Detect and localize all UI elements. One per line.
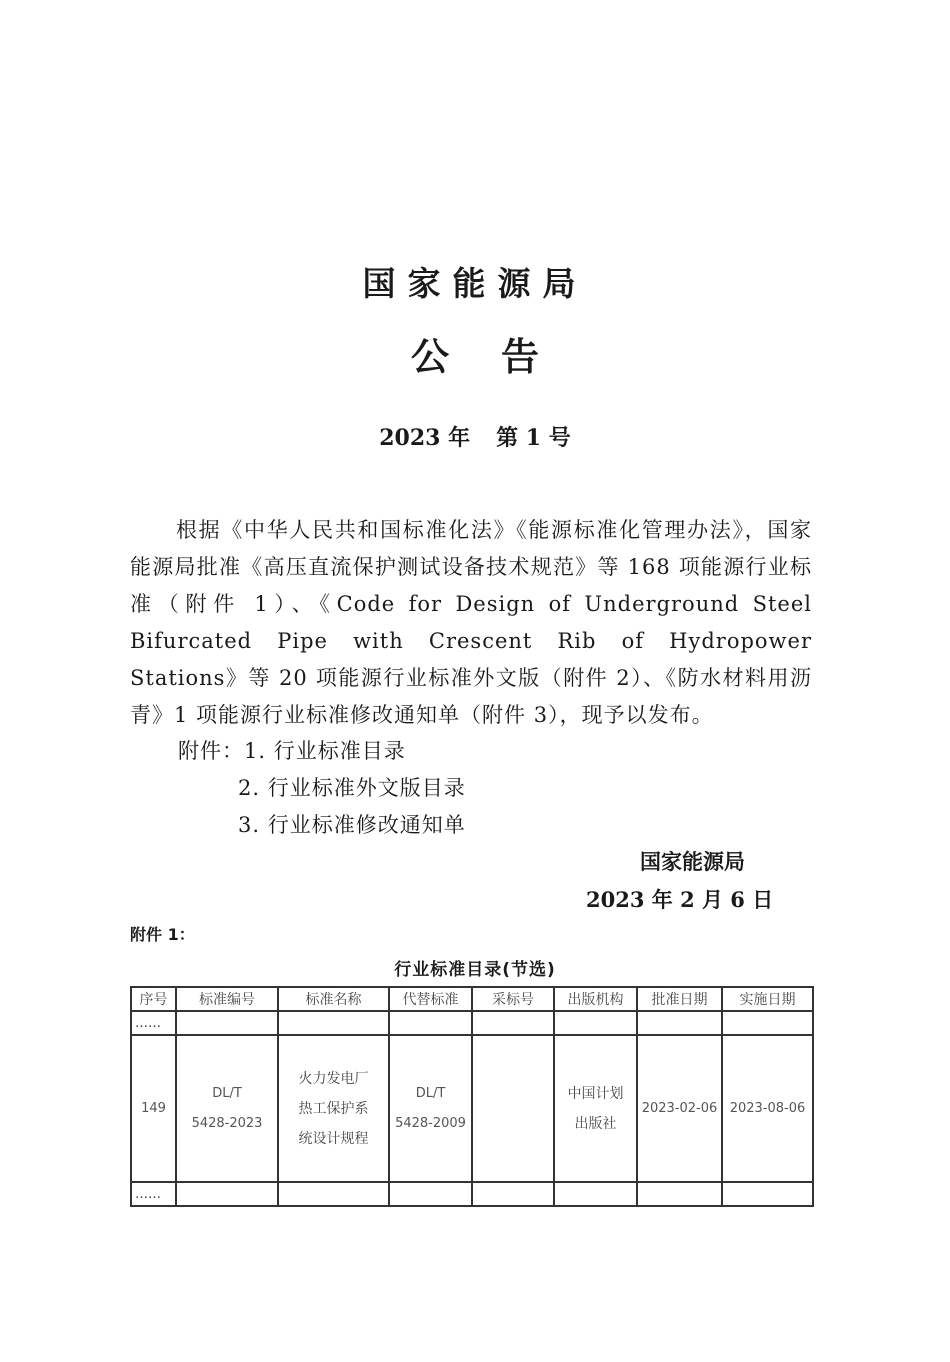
issue-year: 2023 年 — [379, 425, 471, 451]
col-header: 出版机构 — [554, 987, 637, 1011]
name-line: 统设计规程 — [298, 1130, 369, 1147]
ellipsis-cell: …… — [131, 1182, 176, 1206]
signature-date: 2023 年 2 月 6 日 — [586, 887, 774, 912]
table-row-ellipsis — [131, 1182, 813, 1206]
col-header: 实施日期 — [722, 987, 813, 1011]
name-cell — [278, 1035, 389, 1182]
table-row-ellipsis — [131, 1011, 813, 1035]
empty-cell — [176, 1011, 278, 1035]
document-type-title: 公告 — [410, 335, 591, 379]
empty-cell — [389, 1011, 472, 1035]
empty-cell — [472, 1182, 554, 1206]
empty-cell — [722, 1011, 813, 1035]
replaces-cell — [389, 1035, 472, 1182]
appendix-table-title: 行业标准目录(节选) — [394, 960, 556, 980]
empty-cell — [637, 1182, 722, 1206]
approved-date-cell: 2023-02-06 — [637, 1035, 722, 1182]
issue-no: 第 1 号 — [496, 425, 571, 451]
col-header: 代替标准 — [389, 987, 472, 1011]
code-cell — [176, 1035, 278, 1182]
code-line: DL/T — [212, 1085, 242, 1101]
code-line: 5428-2023 — [191, 1115, 263, 1131]
publisher-cell — [554, 1035, 637, 1182]
attachment-2-line: 2. 行业标准外文版目录 — [238, 776, 466, 800]
empty-cell — [278, 1011, 389, 1035]
issuing-org-title: 国家能源局 — [362, 264, 588, 303]
empty-cell — [722, 1182, 813, 1206]
publisher-line: 中国计划 — [567, 1085, 624, 1102]
empty-cell — [637, 1011, 722, 1035]
empty-cell — [278, 1182, 389, 1206]
standards-table — [130, 986, 814, 1207]
empty-cell — [554, 1182, 637, 1206]
col-header: 序号 — [131, 987, 176, 1011]
replaces-line: DL/T — [415, 1085, 446, 1101]
empty-cell — [472, 1011, 554, 1035]
publisher-line: 出版社 — [574, 1115, 617, 1132]
seq-cell: 149 — [131, 1035, 176, 1182]
attachment-3-line: 3. 行业标准修改通知单 — [238, 813, 466, 837]
appendix-label: 附件 1： — [130, 925, 195, 944]
table-row — [131, 1035, 813, 1182]
table-header-row — [131, 987, 813, 1011]
signature-org: 国家能源局 — [640, 850, 745, 874]
empty-cell — [389, 1182, 472, 1206]
col-header: 采标号 — [472, 987, 554, 1011]
adopted-cell — [472, 1035, 554, 1182]
replaces-line: 5428-2009 — [395, 1115, 466, 1131]
ellipsis-cell: …… — [131, 1011, 176, 1035]
name-line: 火力发电厂 — [298, 1070, 369, 1087]
empty-cell — [176, 1182, 278, 1206]
announcement-body: 根据《中华人民共和国标准化法》《能源标准化管理办法》，国家能源局批准《高压直流保护测试设备技术规范》等 168 项能源行业标准（附件 1）、《Code for Design of Underground Steel Bifurcated Pipe with Crescent Rib of Hydropower Stations》等 20 项能源行业标准外文版（附件 2）、《防水材料用沥青》1 项能源行业标准修改通知单（附件 3），现予以发布。 — [130, 518, 812, 727]
issue-number — [0, 421, 950, 452]
attachment-1-line: 附件：1. 行业标准目录 — [178, 739, 406, 763]
col-header: 标准编号 — [176, 987, 278, 1011]
col-header: 标准名称 — [278, 987, 389, 1011]
name-line: 热工保护系 — [298, 1100, 369, 1117]
col-header: 批准日期 — [637, 987, 722, 1011]
empty-cell — [554, 1011, 637, 1035]
effective-date-cell: 2023-08-06 — [722, 1035, 813, 1182]
